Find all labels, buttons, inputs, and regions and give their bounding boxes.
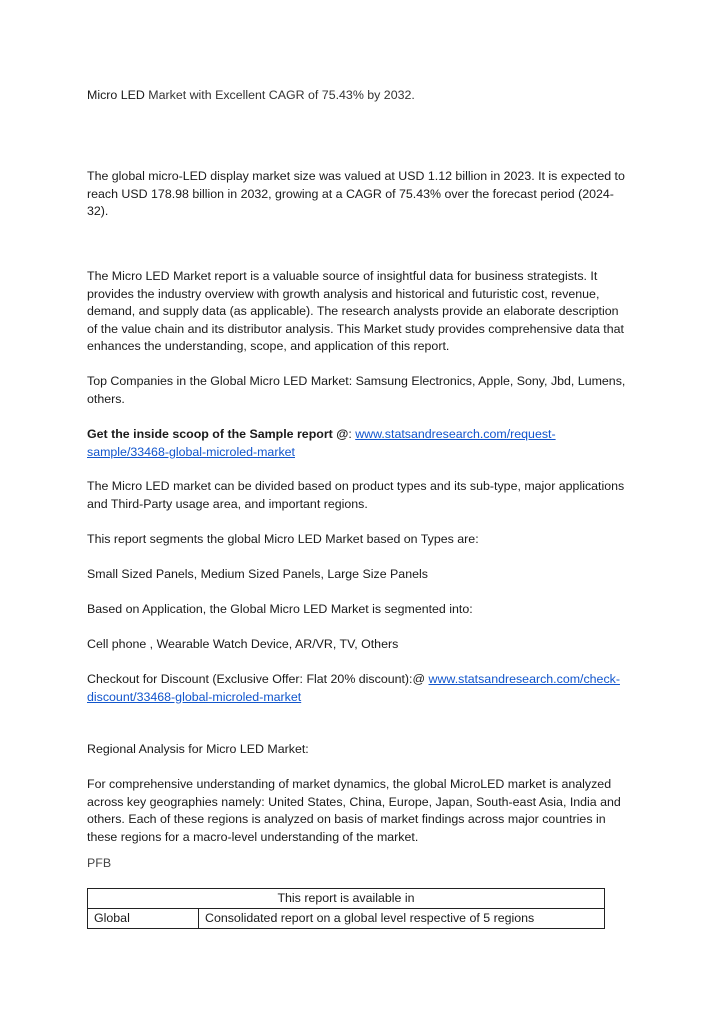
top-companies-paragraph: Top Companies in the Global Micro LED Market: Samsung Electronics, Apple, Sony, Jbd, Lumens, others. [87, 374, 626, 406]
regional-heading: Regional Analysis for Micro LED Market: [87, 742, 309, 756]
applications-list: Cell phone , Wearable Watch Device, AR/VR, TV, Others [87, 637, 399, 651]
title-rest: Market with Excellent CAGR of 75.43% by 2032. [144, 88, 415, 102]
sample-report-paragraph [87, 426, 632, 461]
table-header-row [88, 889, 605, 909]
table-row [88, 909, 605, 929]
discount-paragraph [87, 671, 632, 706]
application-intro-paragraph: Based on Application, the Global Micro LED Market is segmented into: [87, 602, 473, 616]
document-title [87, 87, 632, 105]
discount-link[interactable]: www.statsandresearch.com/check-discount/33468-global-microled-market [87, 672, 620, 704]
division-paragraph: The Micro LED market can be divided based on product types and its sub-type, major applications and Third-Party usage area, and important regions. [87, 479, 625, 511]
availability-table [87, 888, 605, 929]
table-cell-description: Consolidated report on a global level respective of 5 regions [199, 909, 605, 929]
market-size-paragraph: The global micro-LED display market size was valued at USD 1.12 billion in 2023. It is expected to reach USD 178.98 billion in 2032, growing at a CAGR of 75.43% over the forecast period (2024-32). [87, 169, 625, 218]
sample-report-label: Get the inside scoop of the Sample report @ [87, 427, 349, 441]
table-cell-region: Global [88, 909, 199, 929]
report-intro-paragraph: The Micro LED Market report is a valuable source of insightful data for business strategists. It provides the industry overview with growth analysis and historical and futuristic cost, revenue, demand, and supply data (as applicable). The research analysts provide an elaborate description of the value chain and its distributor analysis. This Market study provides comprehensive data that enhances the understanding, scope, and application of this report. [87, 269, 624, 353]
regional-paragraph: For comprehensive understanding of market dynamics, the global MicroLED market is analyzed across key geographies namely: United States, China, Europe, Japan, South-east Asia, India and others. Each of these regions is analyzed on basis of market findings across major countries in these regions for a macro-level understanding of the market. [87, 777, 621, 844]
sample-report-link[interactable]: www.statsandresearch.com/request-sample/33468-global-microled-market [87, 427, 556, 459]
sample-report-separator: : [348, 427, 356, 441]
table-header-cell: This report is available in [88, 889, 605, 909]
pfb-label: PFB [87, 856, 112, 870]
types-intro-paragraph: This report segments the global Micro LED Market based on Types are: [87, 532, 479, 546]
discount-label: Checkout for Discount (Exclusive Offer: Flat 20% discount):@ [87, 672, 429, 686]
types-list: Small Sized Panels, Medium Sized Panels, Large Size Panels [87, 567, 428, 581]
title-prefix: Micro LED [87, 88, 145, 102]
